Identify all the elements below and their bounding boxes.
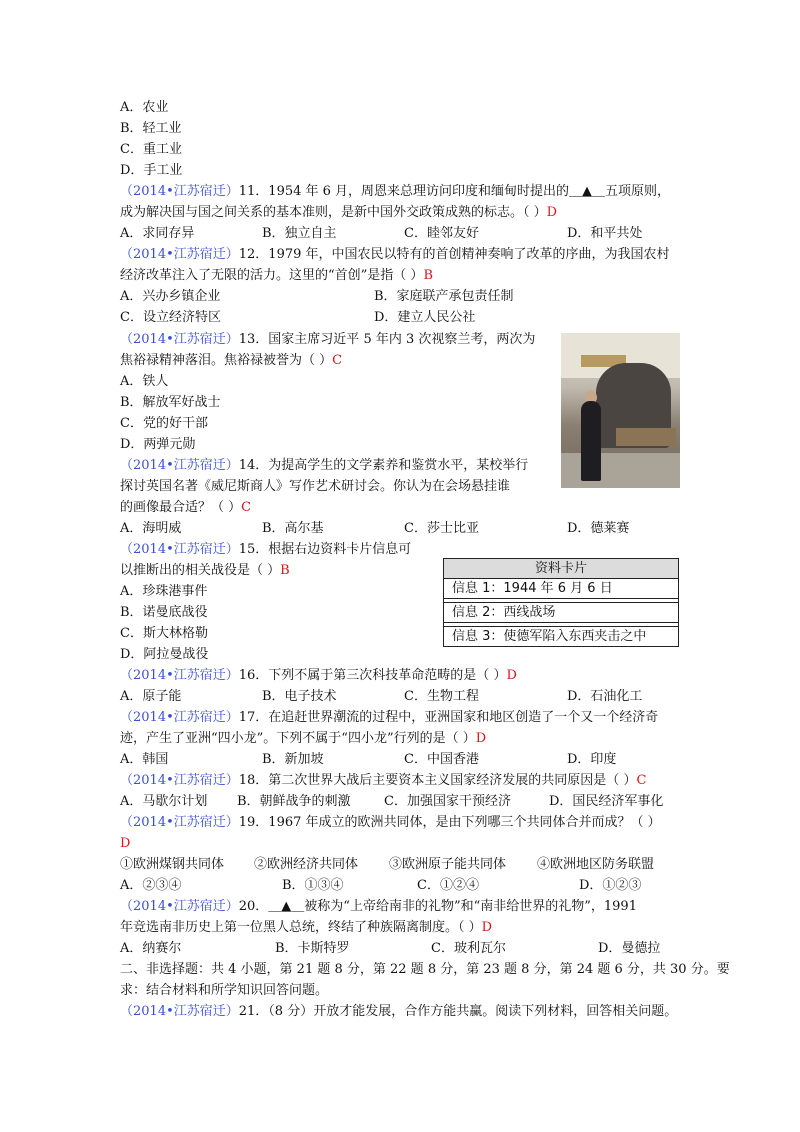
q12-option-c: C．设立经济特区 [120,310,221,325]
q14-answer: C [241,500,252,515]
section2-heading-line1: 二、非选择题：共 4 小题，第 21 题 8 分，第 22 题 8 分，第 23 题 8 分，第 24 题 6 分，共 30 分。要 [120,962,730,977]
section2-heading-line2: 求：结合材料和所学知识回答问题。 [120,983,329,998]
q13-option-a: A．铁人 [120,374,169,389]
q17-stem-line2: 迹，产生了亚洲“四小龙”。下列不属于“四小龙”行列的是（ ）D [120,731,487,746]
info-card-row-3: 信息 3：使德军陷入东西夹击之中 [452,629,647,644]
q16-stem-line1: （2014•江苏宿迁）16．下列不属于第三次科技革命范畴的是（ ）D [120,668,517,683]
q12-stem-line1: （2014•江苏宿迁）12．1979 年，中国农民以特有的首创精神奏响了改革的序曲，为我国农村 [120,247,670,262]
q10-option-d: D．手工业 [120,163,183,178]
q20-option-a: A．纳赛尔 [120,941,182,956]
q19-item-4: ④欧洲地区防务联盟 [537,857,655,872]
q19-option-a: A．②③④ [120,878,182,893]
q12-answer: B [423,268,433,283]
q11-option-d: D．和平共处 [567,226,643,241]
q11-source: （2014•江苏宿迁） [120,184,239,199]
q10-option-b: B．轻工业 [120,121,182,136]
q12-stem-line2: 经济改革注入了无限的活力。这里的“首创”是指（ ）B [120,268,433,283]
q15-option-d: D．阿拉曼战役 [120,647,209,662]
q19-option-d: D．①②③ [579,878,642,893]
q14-option-d: D．德莱赛 [567,521,630,536]
q17-option-d: D．印度 [567,752,617,767]
q19-item-2: ②欧洲经济共同体 [254,857,359,872]
q11-stem-line1: （2014•江苏宿迁）11．1954 年 6 月，周恩来总理访问印度和缅甸时提出的＿▲＿五项原则， [120,184,671,199]
q17-answer: D [475,731,487,746]
q11-answer: D [546,205,558,220]
q13-option-b: B．解放军好战士 [120,395,221,410]
q19-item-1: ①欧洲煤钢共同体 [120,857,225,872]
q13-option-c: C．党的好干部 [120,416,208,431]
q11-option-a: A．求同存异 [120,226,195,241]
q20-option-d: D．曼德拉 [598,941,661,956]
q20-option-b: B．卡斯特罗 [275,941,350,956]
q18-option-a: A．马歇尔计划 [120,794,208,809]
q16-option-a: A．原子能 [120,689,182,704]
q18-stem-line1: （2014•江苏宿迁）18．第二次世界大战后主要资本主义国家经济发展的共同原因是（ ）C [120,773,647,788]
q19-stem-line1: （2014•江苏宿迁）19．1967 年成立的欧洲共同体，是由下列哪三个共同体合并而成？（ ） [120,815,661,830]
q13-stem-line2: 焦裕禄精神落泪。焦裕禄被誉为（ ）C [120,353,343,368]
q15-option-a: A．珍珠港事件 [120,584,208,599]
q20-option-c: C．玻利瓦尔 [431,941,506,956]
q15-option-b: B．诺曼底战役 [120,605,208,620]
jiao-yulu-memorial-photo [561,333,680,488]
q18-option-c: C．加强国家干预经济 [384,794,511,809]
q16-option-c: C．生物工程 [404,689,479,704]
q17-option-a: A．韩国 [120,752,169,767]
q10-option-a: A．农业 [120,100,169,115]
q12-option-a: A．兴办乡镇企业 [120,289,221,304]
q19-option-c: C．①②④ [417,878,479,893]
q18-option-d: D．国民经济军事化 [549,794,664,809]
q11-option-c: C．睦邻友好 [404,226,479,241]
q12-option-b: B．家庭联产承包责任制 [374,289,514,304]
q14-option-a: A．海明威 [120,521,182,536]
q15-stem-line2: 以推断出的相关战役是（ ）B [120,563,290,578]
q14-stem-line1: （2014•江苏宿迁）14．为提高学生的文学素养和鉴赏水平，某校举行 [120,458,529,473]
q14-option-b: B．高尔基 [262,521,324,536]
q15-answer: B [280,563,290,578]
q20-answer: D [481,920,493,935]
info-card-title: 资料卡片 [444,559,678,579]
q15-option-c: C．斯大林格勒 [120,626,208,641]
q13-option-d: D．两弹元勋 [120,437,196,452]
info-card-row-2: 信息 2：西线战场 [444,603,678,623]
info-card-row-1: 信息 1：1944 年 6 月 6 日 [444,579,678,599]
q19-item-3: ③欧洲原子能共同体 [389,857,507,872]
q14-stem-line2: 探讨英国名著《威尼斯商人》写作艺术研讨会。你认为在会场悬挂谁 [120,479,511,494]
q17-option-c: C．中国香港 [404,752,479,767]
q10-option-c: C．重工业 [120,142,182,157]
q19-answer: D [120,836,131,851]
q18-answer: C [636,773,647,788]
q18-option-b: B．朝鲜战争的刺激 [237,794,351,809]
q16-option-d: D．石油化工 [567,689,643,704]
q16-answer: D [506,668,517,683]
q13-stem-line1: （2014•江苏宿迁）13．国家主席习近平 5 年内 3 次视察兰考，两次为 [120,332,536,347]
q14-stem-line3: 的画像最合适？（ ）C [120,500,252,515]
q14-option-c: C．莎士比亚 [404,521,479,536]
q12-option-d: D．建立人民公社 [374,310,476,325]
q20-stem-line2: 年竞选南非历史上第一位黑人总统，终结了种族隔离制度。（ ）D [120,920,493,935]
q16-option-b: B．电子技术 [262,689,337,704]
q21-stem-line1: （2014•江苏宿迁）21．（8 分）开放才能发展，合作方能共赢。阅读下列材料，回答相关问题。 [120,1004,678,1019]
q20-stem-line1: （2014•江苏宿迁）20．＿▲＿被称为“上帝给南非的礼物”和“南非给世界的礼物”，1991 [120,899,637,914]
q11-stem-line2: 成为解决国与国之间关系的基本准则，是新中国外交政策成熟的标志。（ ）D [120,205,558,220]
q19-option-b: B．①③④ [282,878,344,893]
q15-stem-line1: （2014•江苏宿迁）15．根据右边资料卡片信息可 [120,542,412,557]
q13-answer: C [332,353,343,368]
q17-stem-line1: （2014•江苏宿迁）17．在追赶世界潮流的过程中，亚洲国家和地区创造了一个又一个经济奇 [120,710,659,725]
info-card [443,558,679,647]
q17-option-b: B．新加坡 [262,752,324,767]
q11-option-b: B．独立自主 [262,226,337,241]
